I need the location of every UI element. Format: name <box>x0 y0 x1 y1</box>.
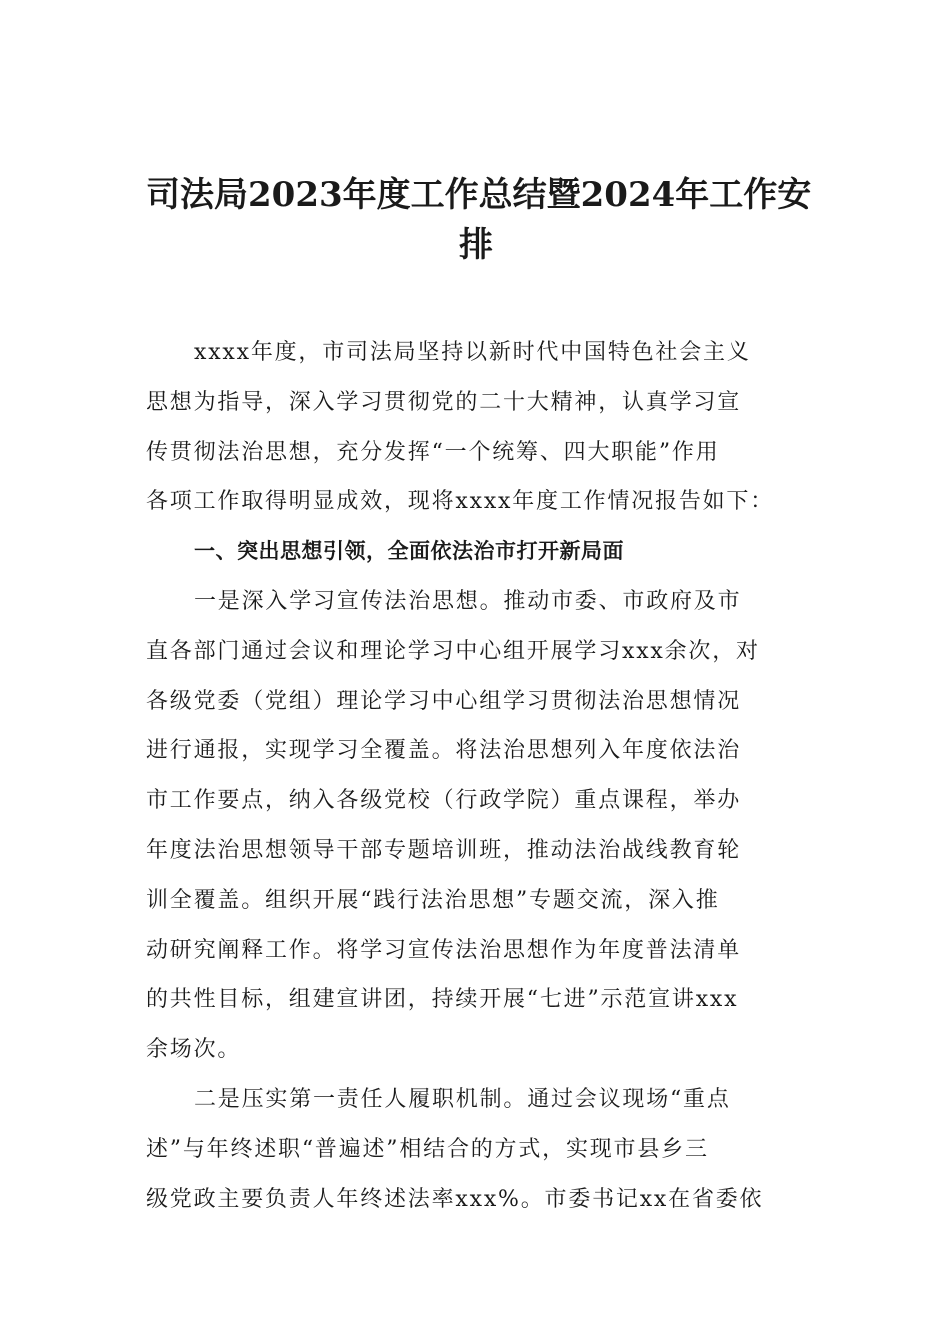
text-line: 各项工作取得明显成效，现将xxxx年度工作情况报告如下： <box>146 489 775 515</box>
text-line: 级党政主要负责人年终述法率xxx%。市委书记xx在省委依 <box>146 1186 764 1212</box>
text-line: 各级党委（党组）理论学习中心组学习贯彻法治思想情况 <box>146 688 742 714</box>
text-line: 传贯彻法治思想，充分发挥“一个统筹、四大职能”作用 <box>146 439 720 465</box>
text-line: 二是压实第一责任人履职机制。通过会议现场“重点 <box>194 1086 731 1112</box>
title-line-2: 排 <box>459 225 493 265</box>
document-page <box>146 0 812 1344</box>
text-line: 进行通报，实现学习全覆盖。将法治思想列入年度依法治 <box>146 738 742 764</box>
text-line: 训全覆盖。组织开展“践行法治思想”专题交流，深入推 <box>146 887 720 913</box>
intro-paragraph <box>146 328 806 527</box>
text-line: 思想为指导，深入学习贯彻党的二十大精神，认真学习宣 <box>146 389 742 415</box>
text-line: 述”与年终述职“普遍述”相结合的方式，实现市县乡三 <box>146 1136 709 1162</box>
text-line: 动研究阐释工作。将学习宣传法治思想作为年度普法清单 <box>146 937 742 963</box>
text-line: 的共性目标，组建宣讲团，持续开展“七进”示范宣讲xxx <box>146 987 739 1013</box>
body-paragraph <box>146 577 806 1075</box>
document-title <box>146 170 812 270</box>
body-paragraph <box>146 1075 806 1224</box>
text-line: xxxx年度，市司法局坚持以新时代中国特色社会主义 <box>194 340 751 365</box>
text-line: 直各部门通过会议和理论学习中心组开展学习xxx余次，对 <box>146 638 760 664</box>
text-line: 年度法治思想领导干部专题培训班，推动法治战线教育轮 <box>146 837 742 863</box>
text-line: 市工作要点，纳入各级党校（行政学院）重点课程，举办 <box>146 788 742 814</box>
text-line: 一是深入学习宣传法治思想。推动市委、市政府及市 <box>194 588 742 614</box>
title-line-1: 司法局2023年度工作总结暨2024年工作安 <box>146 175 812 215</box>
section-heading: 一、突出思想引领，全面依法治市打开新局面 <box>194 539 624 564</box>
text-line: 余场次。 <box>146 1037 242 1063</box>
document-body <box>146 328 806 1224</box>
